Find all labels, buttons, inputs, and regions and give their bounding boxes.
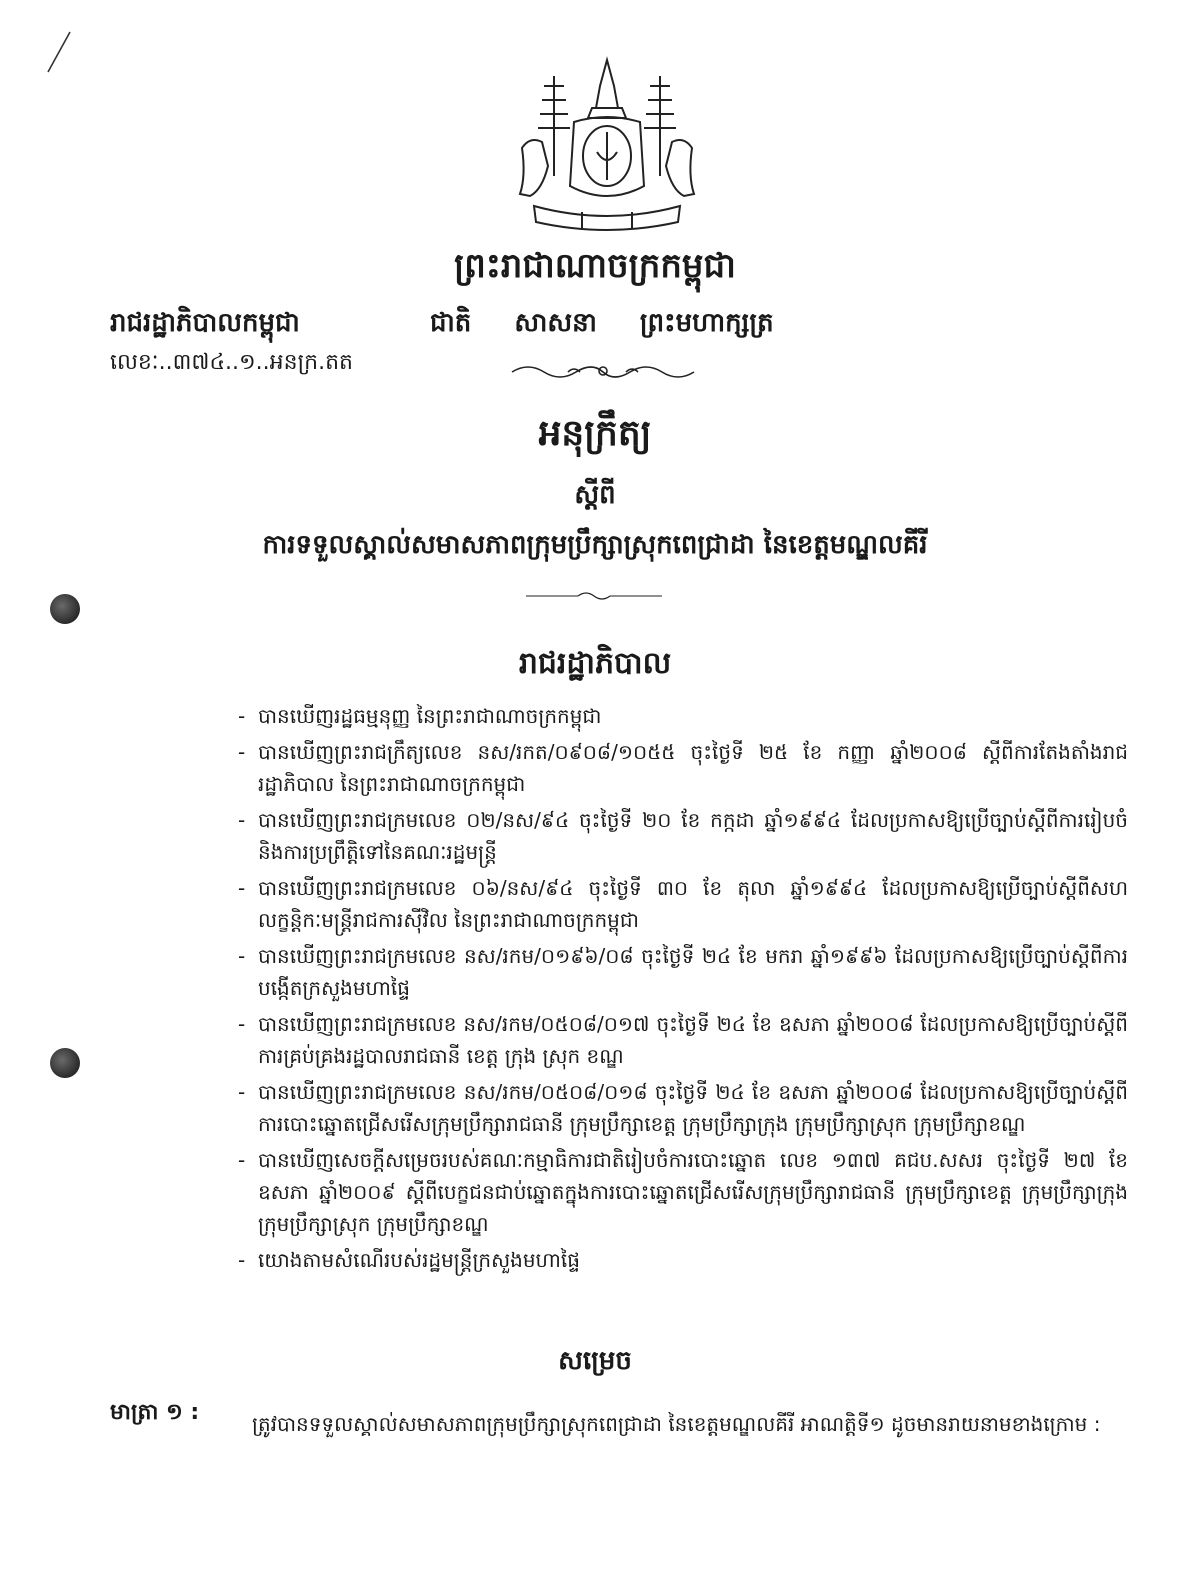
preamble-item: - បានឃើញព្រះរាជក្រមលេខ នស/រកម/០៥០៨/០១៧ ចុះថ្ងៃទី ២៤ ខែ ឧសភា ឆ្នាំ២០០៨ ដែលប្រកាសឱ្យប្រើច្បាប់ស្តីពីការគ្រប់គ្រងរដ្ឋបាលរាជធានី ខេត្ត ក្រុង ស្រុក ខណ្ឌ xyxy=(238,1008,1128,1072)
pen-stroke-mark xyxy=(42,30,82,76)
government-heading: រាជរដ្ឋាភិបាល xyxy=(518,646,672,681)
national-motto xyxy=(430,306,808,344)
preamble-item: - យោងតាមសំណើរបស់រដ្ឋមន្ត្រីក្រសួងមហាផ្ទៃ xyxy=(238,1244,1128,1276)
issuing-government: រាជរដ្ឋាភិបាលកម្ពុជា xyxy=(110,308,300,338)
kingdom-name: ព្រះរាជាណាចក្រកម្ពុជា xyxy=(454,246,736,286)
document-subject: ការទទួលស្គាល់សមាសភាពក្រុមប្រឹក្សាស្រុកពេជ្រាដា នៃខេត្តមណ្ឌលគីរី xyxy=(262,530,928,560)
motto-king: ព្រះមហាក្សត្រ xyxy=(639,308,774,338)
preamble-item: - បានឃើញព្រះរាជក្រមលេខ នស/រកម/០៥០៨/០១៨ ចុះថ្ងៃទី ២៤ ខែ ឧសភា ឆ្នាំ២០០៨ ដែលប្រកាសឱ្យប្រើច្បាប់ស្តីពីការបោះឆ្នោតជ្រើសរើសក្រុមប្រឹក្សារាជធានី ក្រុមប្រឹក្សាខេត្ត ក្រុមប្រឹក្សាក្រុង ក្រុមប្រឹក្សាស្រុក ក្រុមប្រឹក្សាខណ្ឌ xyxy=(238,1076,1128,1140)
decision-heading: សម្រេច xyxy=(558,1346,632,1376)
ornament-divider-icon xyxy=(508,358,698,384)
article-text: ត្រូវបានទទួលស្គាល់សមាសភាពក្រុមប្រឹក្សាស្រុកពេជ្រាដា នៃខេត្តមណ្ឌលគីរី អាណត្តិទី១ ដូចមានរាយនាមខាងក្រោម : xyxy=(252,1412,1101,1436)
title-on: ស្តីពី xyxy=(574,480,616,510)
preamble-item: - បានឃើញរដ្ឋធម្មនុញ្ញ នៃព្រះរាជាណាចក្រកម្ពុជា xyxy=(238,700,1128,732)
preamble-item: - បានឃើញព្រះរាជក្រមលេខ នស/រកម/០១៩៦/០៨ ចុះថ្ងៃទី ២៤ ខែ មករា ឆ្នាំ១៩៩៦ ដែលប្រកាសឱ្យប្រើច្បាប់ស្តីពីការបង្កើតក្រសួងមហាផ្ទៃ xyxy=(238,940,1128,1004)
preamble-item: - បានឃើញព្រះរាជក្រឹត្យលេខ នស/រកត/០៩០៨/១០៥៥ ចុះថ្ងៃទី ២៥ ខែ កញ្ញា ឆ្នាំ២០០៨ ស្តីពីការតែងតាំងរាជរដ្ឋាភិបាល នៃព្រះរាជាណាចក្រកម្ពុជា xyxy=(238,736,1128,800)
punch-hole-top xyxy=(50,594,80,624)
document-type-title: អនុក្រឹត្យ xyxy=(538,413,652,454)
reference-number: លេខៈ..៣៧៤..១..អនក្រ.តត xyxy=(110,350,354,375)
royal-coat-of-arms-icon xyxy=(512,56,702,236)
article-label: មាត្រា ១ : xyxy=(110,1400,200,1425)
preamble-item: - បានឃើញសេចក្តីសម្រេចរបស់គណៈកម្មាធិការជាតិរៀបចំការបោះឆ្នោត លេខ ១៣៧ គជប.សសរ ចុះថ្ងៃទី ២៧ ខែ ឧសភា ឆ្នាំ២០០៩ ស្តីពីបេក្ខជនជាប់ឆ្នោតក្នុងការបោះឆ្នោតជ្រើសរើសក្រុមប្រឹក្សារាជធានី ក្រុមប្រឹក្សាខេត្ត ក្រុមប្រឹក្សាក្រុង ក្រុមប្រឹក្សាស្រុក ក្រុមប្រឹក្សាខណ្ឌ xyxy=(238,1144,1128,1240)
preamble-list xyxy=(238,700,1128,1280)
motto-religion: សាសនា xyxy=(514,308,597,338)
preamble-item: - បានឃើញព្រះរាជក្រមលេខ ០២/នស/៩៤ ចុះថ្ងៃទី ២០ ខែ កក្កដា ឆ្នាំ១៩៩៤ ដែលប្រកាសឱ្យប្រើច្បាប់ស្តីពីការរៀបចំ និងការប្រព្រឹត្តិទៅនៃគណៈរដ្ឋមន្ត្រី xyxy=(238,804,1128,868)
punch-hole-bottom xyxy=(50,1048,80,1078)
section-divider-icon xyxy=(526,590,662,602)
motto-nation: ជាតិ xyxy=(430,308,472,338)
preamble-item: - បានឃើញព្រះរាជក្រមលេខ ០៦/នស/៩៤ ចុះថ្ងៃទី ៣០ ខែ តុលា ឆ្នាំ១៩៩៤ ដែលប្រកាសឱ្យប្រើច្បាប់ស្តីពីសហលក្ខន្តិកៈមន្ត្រីរាជការស៊ីវិល នៃព្រះរាជាណាចក្រកម្ពុជា xyxy=(238,872,1128,936)
